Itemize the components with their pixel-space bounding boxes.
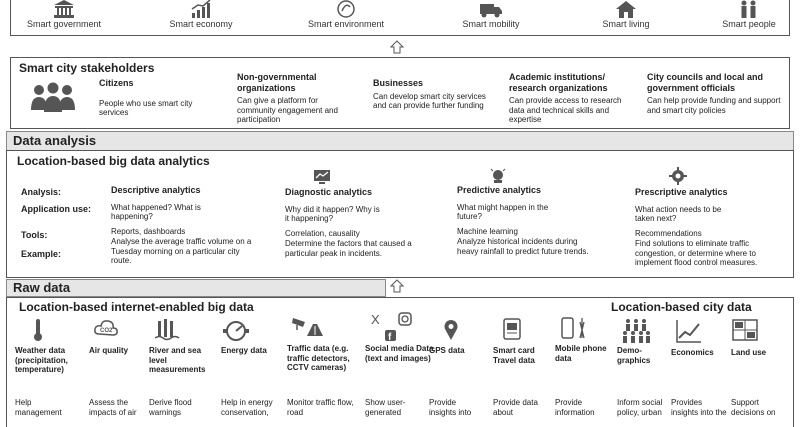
stakeholder-title: Non-governmental organizations (237, 72, 317, 93)
stakeholders-panel (10, 57, 790, 129)
up-arrow-icon (390, 279, 404, 293)
mobile-phone-icon (559, 316, 589, 342)
analytics-example: Analyse the average traffic volume on a Tuesday morning on a particular city route. (111, 237, 252, 265)
source-traffic (287, 314, 359, 417)
stakeholder-title: Businesses (373, 78, 424, 88)
stakeholders-title: Smart city stakeholders (19, 61, 155, 75)
source-desc: Provides insights into the (671, 398, 727, 417)
stakeholder-desc: Can give a platform for community engagement and participation (237, 96, 338, 124)
cctv-camera-icon (291, 314, 323, 338)
domain-label: Smart living (602, 19, 650, 29)
domain-smart-mobility (446, 0, 536, 35)
analytics-prescriptive (635, 187, 790, 268)
source-label: Energy data (221, 346, 267, 355)
domain-label: Smart people (722, 19, 776, 29)
analytics-use: What happened? What is happening? (111, 202, 201, 221)
population-icon (621, 318, 651, 344)
source-desc: Inform social policy, urban (617, 398, 663, 417)
stakeholder-councils (647, 72, 785, 115)
source-desc: Monitor traffic flow, road (287, 398, 354, 417)
domain-smart-economy (156, 0, 246, 35)
stakeholder-title: Academic institutions/ research organizations (509, 72, 608, 93)
row-label-analysis: Analysis: (21, 187, 62, 197)
up-arrow-icon (390, 40, 404, 54)
analytics-example: Find solutions to eliminate traffic congestion, or determine where to implement flood control measures. (635, 239, 758, 267)
svg-text:CO2: CO2 (100, 328, 113, 334)
government-building-icon (53, 0, 75, 19)
crystal-ball-icon (489, 167, 507, 185)
domain-label: Smart economy (169, 19, 233, 29)
band-title: Data analysis (13, 133, 97, 148)
source-label: Social media Data (text and images) (365, 344, 434, 363)
domain-label: Smart government (26, 19, 102, 29)
analytics-use: What might happen in the future? (457, 202, 549, 221)
source-label: Mobile phone data (555, 344, 607, 363)
source-label: Traffic data (e.g. traffic detectors, CCTV cameras) (287, 344, 350, 372)
source-weather (15, 318, 87, 417)
water-level-icon (155, 318, 181, 342)
people-icon (738, 0, 760, 19)
trend-line-icon (675, 318, 703, 344)
analytics-tools: Reports, dashboards (111, 226, 186, 236)
city-data-title: Location-based city data (611, 300, 752, 314)
svg-text:X: X (371, 312, 380, 327)
source-label: Economics (671, 348, 714, 357)
stakeholder-title: City councils and local and government officials (647, 72, 764, 93)
row-label-example: Example: (21, 249, 62, 259)
source-desc: Help management (15, 398, 62, 417)
analytics-type: Predictive analytics (457, 185, 542, 195)
source-desc: Support decisions on (731, 398, 776, 417)
domain-smart-living (581, 0, 671, 35)
stakeholder-desc: Can develop smart city services and can provide further funding (373, 91, 486, 110)
domain-label: Smart mobility (462, 19, 520, 29)
smart-card-icon (501, 318, 525, 342)
growth-chart-icon (190, 0, 212, 19)
land-use-map-icon (731, 318, 759, 344)
domain-label: Smart environment (307, 19, 385, 29)
source-desc: Assess the impacts of air (89, 398, 137, 417)
source-economics (671, 318, 731, 417)
monitor-chart-icon (313, 169, 331, 185)
stakeholder-desc: People who use smart city services (99, 98, 193, 117)
source-desc: Provide data about (493, 398, 538, 417)
thermometer-icon (31, 318, 45, 342)
gauge-icon (223, 318, 249, 342)
analytics-use: Why did it happen? Why is it happening? (285, 204, 380, 223)
analytics-type: Diagnostic analytics (285, 187, 373, 197)
source-label: Air quality (89, 346, 129, 355)
analytics-title: Location-based big data analytics (17, 154, 210, 168)
stakeholder-desc: Can help provide funding and support and smart city policies (647, 96, 781, 115)
analytics-predictive (457, 185, 607, 256)
source-gps (429, 318, 487, 417)
co2-cloud-icon (93, 318, 119, 342)
stakeholder-ngos (237, 72, 357, 125)
stakeholder-businesses (373, 78, 493, 111)
source-desc: Provide insights into (429, 398, 472, 417)
stakeholder-citizens (99, 78, 219, 118)
source-label: Demo- graphics (617, 346, 651, 365)
social-media-icon (369, 312, 415, 344)
source-desc: Derive flood warnings (149, 398, 192, 417)
raw-data-band (6, 279, 386, 297)
source-label: Smart card Travel data (493, 346, 535, 365)
domain-smart-people (709, 0, 789, 35)
analytics-descriptive (111, 185, 261, 266)
citizens-group-icon (29, 82, 77, 114)
source-demographics (617, 318, 673, 417)
smart-city-domains-panel (10, 0, 790, 36)
map-pin-icon (439, 318, 463, 342)
source-air-quality (89, 318, 149, 417)
svg-text:f: f (388, 332, 392, 343)
analytics-tools: Recommendations (635, 228, 702, 238)
analytics-type: Descriptive analytics (111, 185, 201, 195)
source-label: Weather data (precipitation, temperature) (15, 346, 68, 374)
source-smart-card (493, 318, 553, 417)
source-desc: Help in energy conservation, (221, 398, 273, 417)
band-title: Raw data (13, 280, 71, 295)
analytics-panel (6, 150, 794, 278)
stakeholder-academic (509, 72, 639, 125)
analytics-example: Determine the factors that caused a particular peak in incidents. (285, 239, 412, 258)
raw-data-panel (6, 297, 794, 427)
settings-gear-icon (669, 167, 687, 185)
source-label: GPS data (429, 346, 465, 355)
row-label-application-use: Application use: (21, 204, 92, 214)
analytics-use: What action needs to be taken next? (635, 204, 722, 223)
stakeholder-desc: Can provide access to research data and technical skills and expertise (509, 96, 622, 124)
row-label-tools: Tools: (21, 230, 48, 240)
analytics-type: Prescriptive analytics (635, 187, 728, 197)
internet-data-title: Location-based internet-enabled big data (19, 300, 254, 314)
stakeholder-title: Citizens (99, 78, 134, 88)
truck-icon (479, 0, 503, 19)
analytics-tools: Machine learning (457, 226, 518, 236)
analytics-tools: Correlation, causality (285, 228, 360, 238)
source-label: Land use (731, 348, 767, 357)
source-land-use (731, 318, 791, 417)
analytics-example: Analyze historical incidents during heavy rainfall to predict future trends. (457, 237, 589, 256)
domain-smart-government (19, 0, 109, 35)
domain-smart-environment (296, 0, 396, 35)
source-energy (221, 318, 285, 417)
source-desc: Provide information (555, 398, 595, 417)
analytics-diagnostic (285, 187, 435, 258)
environment-icon (335, 0, 357, 19)
source-water-levels (149, 318, 217, 417)
source-social-media (365, 312, 435, 417)
source-label: River and sea level measurements (149, 346, 206, 374)
source-mobile-phone (555, 316, 607, 417)
data-analysis-band (6, 131, 794, 151)
source-desc: Show user-generated (365, 398, 406, 417)
house-icon (615, 0, 637, 19)
